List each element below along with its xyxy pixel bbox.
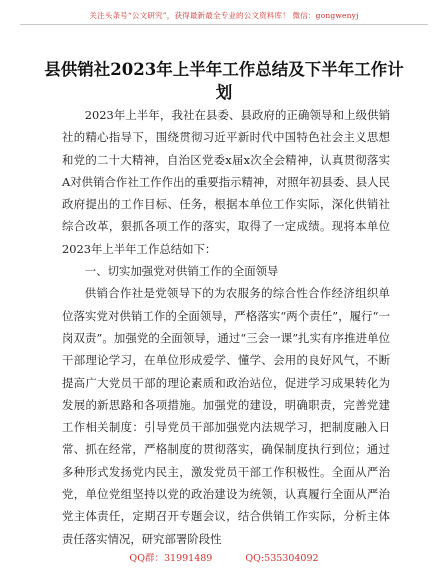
- intro-paragraph: 2023年上半年，我社在县委、县政府的正确领导和上级供销社的精心指导下，围绕贯彻习近平新时代中国特色社会主义思想和党的二十大精神，自治区党委x届x次全会精神，认真贯彻落实A对供销合作社工作作出的重要指示精神，对照年初县委、县人民政府提出的工作目标、任务，根据本单位工作实际，深化供销社综合改革，狠抓各项工作的落实，取得了一定成绩。现将本单位2023年上半年工作总结如下：: [62, 108, 390, 256]
- header-banner: 关注头条号“公文研究”，获得最新最全专业的公文资料库！ 微信：gongwenyj: [89, 11, 359, 20]
- footer-qq-number: QQ:535304092: [245, 553, 319, 564]
- footer-contact: [0, 550, 448, 564]
- body-paragraph: 供销合作社是党领导下的为农服务的综合性合作经济组织单位落实党对供销工作的全面领导，严格落实“两个责任”，履行“一岗双责”。加强党的全面领导，通过“三会一课”扎实有序推进单位干部理论学习，在单位形成爱学、懂学、会用的良好风气，不断提高广大党员干部的理论素质和政治站位，促进学习成果转化为发展的新思路和各项措施。加强党的建设，明确职责，完善党建工作相关制度：引导党员干部加强党内法规学习，把制度融入日常、抓在经常，严格制度的贯彻落实，确保制度执行到位；通过多种形式发扬党内民主，激发党员干部工作积极性。全面从严治党，单位党组坚持以党的政治建设为统领，认真履行全面从严治党主体责任，定期召开专题会议，结合供销工作实际，分析主体责任落实情况，研究部署阶段性: [62, 286, 390, 546]
- section-heading: 一、切实加强党对供销工作的全面领导: [84, 264, 279, 279]
- header-divider: [20, 24, 428, 25]
- document-body: [62, 104, 390, 550]
- footer-qq-group: QQ群：31991489: [129, 553, 213, 564]
- document-title: 县供销社2023年上半年工作总结及下半年工作计划: [44, 60, 404, 102]
